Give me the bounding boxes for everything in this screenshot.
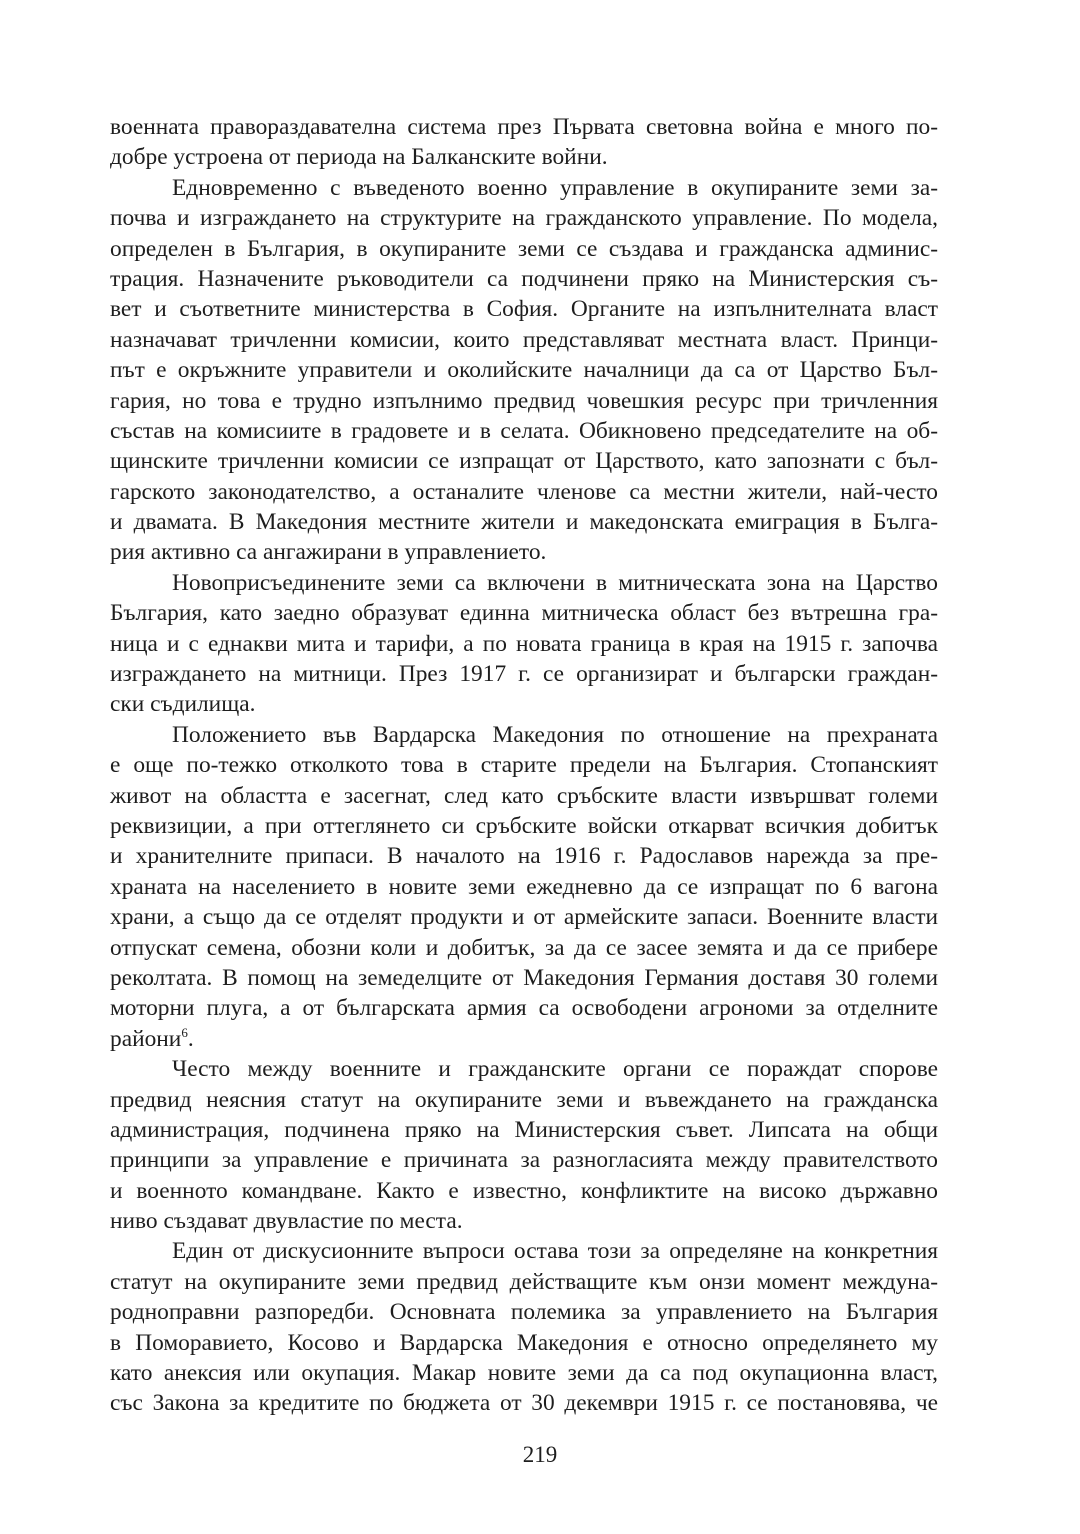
- text-line: предвид неясния статут на окупираните земи и въвеждането на гражданска: [110, 1086, 938, 1113]
- paragraph: [110, 112, 938, 173]
- text-line: ски съдилища.: [110, 691, 256, 718]
- text-line: ница и с еднакви мита и тарифи, а по новата граница в края на 1915 г. започва: [110, 630, 938, 657]
- text-line: определен в България, в окупираните земи се създава и гражданска админис-: [110, 235, 938, 262]
- text-line: роднoправни разпоредби. Основната полемика за управлението на България: [110, 1299, 938, 1326]
- text-line: реквизиции, а при оттеглянето си сръбските войски откарват всичкия добитък: [110, 812, 938, 839]
- text-line: в Поморавието, Косово и Вардарска Македония е относно определянето му: [110, 1329, 938, 1356]
- paragraph: [110, 1236, 938, 1418]
- paragraph: [110, 568, 938, 720]
- text-line: път е окръжните управители и околийските началници да са от Царство Бъл-: [110, 357, 938, 384]
- paragraph: [110, 720, 938, 1054]
- footnote-reference[interactable]: 6: [181, 1024, 188, 1040]
- text-line: и двамата. В Македония местните жители и македонската емиграция в Бълга-: [110, 509, 938, 536]
- text-line: назначават тричленни комисии, които представляват местната власт. Принци-: [110, 326, 938, 353]
- line-tail: .: [187, 1025, 194, 1052]
- text-line: рия активно са ангажирани в управлението.: [110, 539, 547, 566]
- text-line: като анексия или окупация. Макар новите земи да са под окупационна власт,: [110, 1360, 938, 1387]
- text-line: Положението във Вардарска Македония по отношение на прехраната: [172, 721, 938, 748]
- text-line: принципи за управление е причината за разногласията между правителството: [110, 1147, 938, 1174]
- text-line: и военното командване. Както е известно, конфликтите на високо държавно: [110, 1177, 938, 1204]
- text-line: България, като заедно образуват единна митническа област без вътрешна гра-: [110, 600, 938, 627]
- text-line: е още по-тежко отколкото това в старите предели на България. Стопанският: [110, 752, 938, 779]
- text-line: реколтата. В помощ на земеделците от Македония Германия доставя 30 големи: [110, 964, 938, 991]
- text-line: щинските тричленни комисии се изпращат от Царството, като запознати с бъл-: [110, 448, 938, 475]
- text-line: храната на населението в новите земи ежедневно да се изпращат по 6 вагона: [110, 873, 938, 900]
- text-line: почва и изграждането на структурите на гражданското управление. По модела,: [110, 205, 938, 232]
- body-text: [110, 112, 938, 1419]
- text-line: и хранителните припаси. В началото на 1916 г. Радославов нарежда за пре-: [110, 843, 938, 870]
- text-line: администрация, подчинена пряко на Министерския съвет. Липсата на общи: [110, 1116, 938, 1143]
- text-line: храни, а също да се отделят продукти и от армейските запаси. Военните власти: [110, 904, 938, 931]
- text-line: живот на областта е засегнат, след като сръбските власти извършват големи: [110, 782, 938, 809]
- text-line: Един от дискусионните въпроси остава този за определяне на конкретния: [172, 1238, 938, 1265]
- page-number: 219: [522, 1442, 558, 1467]
- paragraph: [110, 173, 938, 568]
- line-text: райони: [110, 1025, 182, 1052]
- text-line: вет и съответните министерства в София. Органите на изпълнителната власт: [110, 296, 938, 323]
- text-line: състав на комисиите в градовете и в селата. Обикновено председателите на об-: [110, 417, 938, 444]
- text-line: моторни плуга, а от българската армия са освободени агрономи за отделните: [110, 995, 938, 1022]
- text-line: добре устроена от периода на Балканските войни.: [110, 144, 608, 171]
- text-line: статут на окупираните земи предвид действащите към онзи момент междуна-: [110, 1268, 938, 1295]
- text-line: със Закона за кредитите по бюджета от 30 декември 1915 г. се постановява, че: [110, 1390, 938, 1417]
- text-line: военната правораздавателна система през Първата световна война е много по-: [110, 114, 938, 140]
- text-line: отпускат семена, обозни коли и добитък, за да се засее земята и да се прибере: [110, 934, 938, 961]
- text-line: гария, но това е трудно изпълнимо предвид човешкия ресурс при тричленния: [110, 387, 938, 414]
- text-line: трация. Назначените ръководители са подчинени пряко на Министерския съ-: [110, 265, 938, 292]
- text-line: Едновременно с въведеното военно управление в окупираните земи за-: [172, 174, 938, 201]
- text-line: изграждането на митници. През 1917 г. се организират и български граждан-: [110, 661, 938, 688]
- paragraph: [110, 1054, 938, 1236]
- text-line: Често между военните и гражданските органи се пораждат спорове: [172, 1056, 938, 1083]
- text-line: гарското законодателство, а останалите членове са местни жители, най-често: [110, 478, 938, 505]
- text-line: [110, 1024, 938, 1054]
- text-line: ниво създават двувластие по места.: [110, 1208, 463, 1235]
- text-line: Новоприсъединените земи са включени в митническата зона на Царство: [172, 569, 938, 596]
